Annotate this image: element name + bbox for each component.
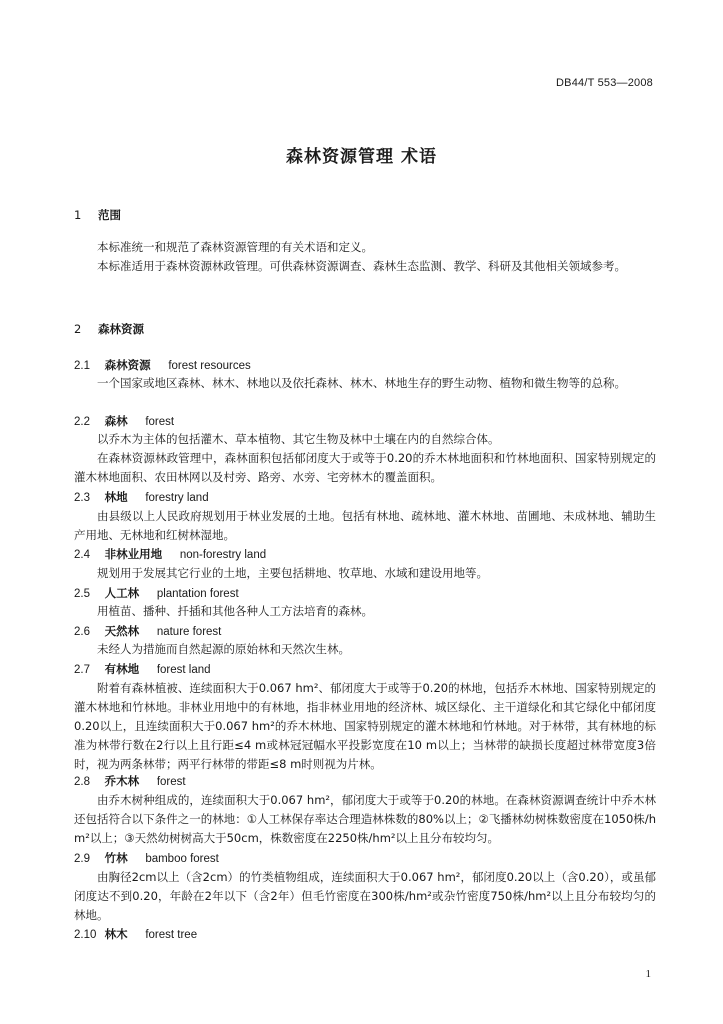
term-english: bamboo forest bbox=[145, 853, 219, 865]
term-heading bbox=[74, 850, 219, 866]
term-chinese: 森林 bbox=[104, 414, 128, 428]
term-definition: 用植苗、播种、扦插和其他各种人工方法培育的森林。 bbox=[97, 604, 373, 618]
term-heading bbox=[74, 926, 197, 942]
term-note: 在森林资源林政管理中，森林面积包括郁闭度大于或等于0.20的乔木林地面积和竹林地面积、国家特别规定的灌木林地面积、农田林网以及村旁、路旁、水旁、宅旁林木的覆盖面积。 bbox=[74, 451, 656, 484]
section-title: 森林资源 bbox=[98, 322, 145, 336]
term-definition: 一个国家或地区森林、林木、林地以及依托森林、林木、林地生存的野生动物、植物和微生物等的总称。 bbox=[97, 376, 626, 390]
term-number: 2.9 bbox=[74, 853, 90, 865]
term-heading bbox=[74, 661, 211, 677]
standard-code: DB44/T 553—2008 bbox=[556, 77, 653, 89]
term-heading bbox=[74, 773, 186, 789]
term-chinese: 有林地 bbox=[104, 662, 140, 676]
term-chinese: 林地 bbox=[104, 490, 128, 504]
term-definition: 由乔木树种组成的，连续面积大于0.067 hm²，郁闭度大于或等于0.20的林地。在森林资源调查统计中乔木林还包括符合以下条件之一的林地：①人工林保存率达合理造林株数的80%以上；②飞播林幼树株数密度在1050株/hm²以上；③天然幼树树高大于50cm，株数密度在2250株/hm²以上且分布较均匀。 bbox=[74, 793, 656, 845]
term-chinese: 天然林 bbox=[104, 624, 140, 638]
term-definition: 由县级以上人民政府规划用于林业发展的土地。包括有林地、疏林地、灌木林地、苗圃地、未成林地、辅助生产用地、无林地和红树林湿地。 bbox=[74, 509, 656, 542]
term-chinese: 非林业用地 bbox=[104, 547, 163, 561]
term-chinese: 人工林 bbox=[104, 586, 140, 600]
term-chinese: 林木 bbox=[104, 927, 128, 941]
term-heading bbox=[74, 489, 209, 505]
section-heading-scope bbox=[74, 207, 121, 223]
term-english: forest bbox=[156, 776, 186, 788]
term-number: 2.4 bbox=[74, 549, 90, 561]
term-english: forest resources bbox=[168, 360, 251, 372]
document-title: 森林资源管理 术语 bbox=[286, 147, 437, 167]
term-definition: 规划用于发展其它行业的土地，主要包括耕地、牧草地、水域和建设用地等。 bbox=[97, 566, 488, 580]
term-number: 2.1 bbox=[74, 360, 90, 372]
term-chinese: 竹林 bbox=[104, 851, 128, 865]
term-english: forest tree bbox=[145, 929, 198, 941]
section-heading-forest-resources bbox=[74, 321, 144, 337]
term-definition: 未经人为措施而自然起源的原始林和天然次生林。 bbox=[97, 642, 350, 656]
term-number: 2.3 bbox=[74, 492, 90, 504]
term-definition: 以乔木为主体的包括灌木、草本植物、其它生物及林中土壤在内的自然综合体。 bbox=[97, 432, 500, 446]
term-definition: 由胸径2cm以上（含2cm）的竹类植物组成，连续面积大于0.067 hm²，郁闭度0.20以上（含0.20），或虽郁闭度达不到0.20，年龄在2年以下（含2年）但毛竹密度在300株/hm²或杂竹密度750株/hm²以上且分布较均匀的林地。 bbox=[74, 870, 656, 922]
term-heading bbox=[74, 585, 239, 601]
page-number: 1 bbox=[645, 968, 651, 980]
term-chinese: 森林资源 bbox=[104, 358, 151, 372]
term-english: non-forestry land bbox=[179, 549, 267, 561]
term-heading bbox=[74, 623, 221, 639]
section-number: 2 bbox=[74, 322, 82, 336]
term-heading bbox=[74, 357, 251, 373]
term-definition: 附着有森林植被、连续面积大于0.067 hm²、郁闭度大于或等于0.20的林地，包括乔木林地、国家特别规定的灌木林地和竹林地。非林业用地中的有林地，指非林业用地的经济林、城区绿化、主干道绿化和其它绿化中郁闭度0.20以上，且连续面积大于0.067 hm²的乔木林地、国家特别规定的灌木林地和竹林地。对于林带，其有林地的标准为林带行数在2行以上且行距≤4 m或林冠冠幅水平投影宽度在10 m以上；当林带的缺损长度超过林带宽度3倍时，视为两条林带；两平行林带的带距≤8 m时则视为片林。 bbox=[74, 681, 656, 771]
term-number: 2.10 bbox=[74, 929, 97, 941]
term-english: forest land bbox=[156, 664, 211, 676]
term-number: 2.8 bbox=[74, 776, 90, 788]
section-title: 范围 bbox=[98, 208, 122, 222]
term-number: 2.2 bbox=[74, 416, 90, 428]
term-number: 2.5 bbox=[74, 588, 90, 600]
term-chinese: 乔木林 bbox=[104, 774, 140, 788]
term-number: 2.6 bbox=[74, 626, 90, 638]
section-number: 1 bbox=[74, 208, 82, 222]
term-english: nature forest bbox=[156, 626, 222, 638]
term-english: plantation forest bbox=[156, 588, 239, 600]
scope-paragraph-1: 本标准统一和规范了森林资源管理的有关术语和定义。 bbox=[97, 240, 373, 254]
term-number: 2.7 bbox=[74, 664, 90, 676]
scope-paragraph-2: 本标准适用于森林资源林政管理。可供森林资源调查、森林生态监测、教学、科研及其他相关领域参考。 bbox=[97, 259, 626, 273]
term-heading bbox=[74, 546, 266, 562]
term-heading bbox=[74, 413, 174, 429]
term-english: forest bbox=[145, 416, 175, 428]
term-english: forestry land bbox=[145, 492, 209, 504]
